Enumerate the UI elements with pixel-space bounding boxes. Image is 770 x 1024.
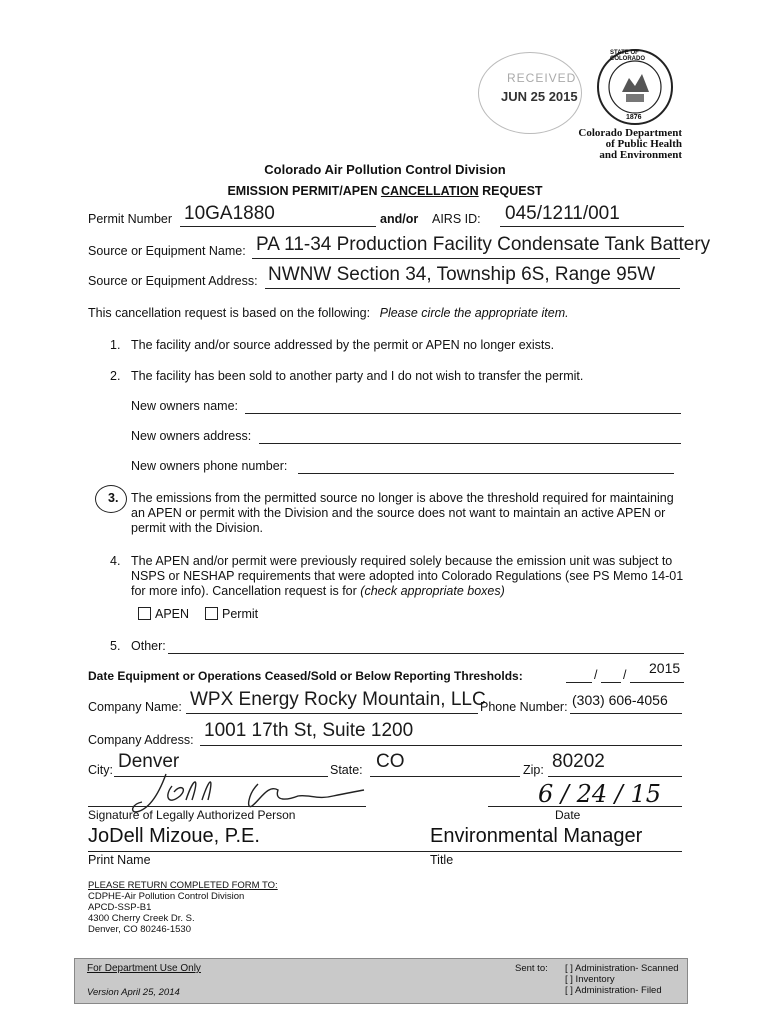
agency-name — [560, 128, 682, 161]
apen-checkbox-box[interactable] — [138, 607, 151, 620]
return-line1: CDPHE-Air Pollution Control Division — [88, 891, 245, 902]
form-title-underlined: CANCELLATION — [380, 184, 479, 198]
option-admin-filed[interactable]: [ ] Administration- Filed — [565, 985, 662, 996]
basis-intro — [88, 306, 569, 320]
company-name-value[interactable]: WPX Energy Rocky Mountain, LLC — [190, 689, 486, 710]
date-ceased-year[interactable]: 2015 — [649, 660, 681, 676]
title-label: Title — [430, 853, 454, 867]
seal-year: 1876 — [626, 114, 642, 121]
zip-value[interactable]: 80202 — [552, 751, 605, 772]
permit-checkbox-label: Permit — [222, 607, 259, 621]
permit-checkbox[interactable] — [205, 607, 258, 621]
item-4-number: 4. — [110, 554, 121, 568]
date-ceased-label: Date Equipment or Operations Ceased/Sold or Below Reporting Thresholds: — [88, 669, 523, 683]
stamp-received-text: RECEIVED — [507, 71, 577, 85]
company-address-value[interactable]: 1001 17th St, Suite 1200 — [204, 720, 414, 741]
source-address-label: Source or Equipment Address: — [88, 274, 258, 288]
company-name-label: Company Name: — [88, 700, 182, 714]
print-name-value[interactable]: JoDell Mizoue, P.E. — [88, 825, 260, 847]
apen-checkbox-label: APEN — [155, 607, 190, 621]
new-owner-name-field[interactable] — [245, 413, 681, 414]
source-address-value[interactable]: NWNW Section 34, Township 6S, Range 95W — [268, 264, 656, 285]
date-slash-2: / — [623, 668, 627, 682]
option-inventory[interactable]: [ ] Inventory — [565, 974, 615, 985]
return-address — [88, 880, 278, 935]
basis-instruction: Please circle the appropriate item. — [379, 306, 569, 320]
title-value[interactable]: Environmental Manager — [430, 825, 643, 847]
basis-intro-text: This cancellation request is based on the following: — [88, 306, 371, 320]
date-slash-1: / — [594, 668, 598, 682]
new-owner-phone-label: New owners phone number: — [131, 459, 288, 473]
permit-number-label: Permit Number — [88, 212, 173, 226]
item-5-text: Other: — [131, 639, 166, 653]
return-line3: 4300 Cherry Creek Dr. S. — [88, 913, 195, 924]
item-4-body: The APEN and/or permit were previously required solely because the emission unit was subject to NSPS or NESHAP requirements that were adopted into Colorado Regulations (see PS Memo 14-01 for more info). Cancellation request is for — [131, 554, 684, 598]
dept-use-label: For Department Use Only — [87, 963, 201, 974]
state-seal-icon — [596, 48, 674, 126]
return-line2: APCD-SSP-B1 — [88, 902, 152, 913]
item-3-number: 3. — [108, 491, 119, 505]
other-field[interactable] — [168, 653, 684, 654]
agency-line1: Colorado Department — [578, 127, 682, 139]
stamp-date: JUN 25 2015 — [501, 89, 578, 104]
received-stamp — [478, 52, 582, 134]
form-title-prefix: EMISSION PERMIT/APEN — [227, 184, 381, 198]
new-owner-address-label: New owners address: — [131, 429, 252, 443]
date-ceased-day[interactable] — [601, 682, 621, 683]
item-2-number: 2. — [110, 369, 121, 383]
date-label: Date — [555, 808, 581, 822]
apen-checkbox[interactable] — [138, 607, 189, 621]
phone-label: Phone Number: — [480, 700, 568, 714]
state-value[interactable]: CO — [376, 751, 405, 772]
agency-line2: of Public Health — [605, 138, 682, 150]
andor-label: and/or — [380, 212, 419, 226]
phone-value[interactable]: (303) 606-4056 — [572, 692, 668, 708]
form-title-suffix: REQUEST — [478, 184, 543, 198]
state-label: State: — [330, 763, 363, 777]
city-value[interactable]: Denver — [118, 751, 180, 772]
agency-line3: and Environment — [599, 149, 682, 161]
new-owner-address-field[interactable] — [259, 443, 681, 444]
division-name: Colorado Air Pollution Control Division — [264, 162, 506, 177]
print-name-label: Print Name — [88, 853, 151, 867]
item-4-instruction: (check appropriate boxes) — [360, 584, 505, 598]
source-name-label: Source or Equipment Name: — [88, 244, 246, 258]
seal-text: STATE OF COLORADO — [610, 50, 645, 62]
zip-label: Zip: — [523, 763, 544, 777]
item-4-text[interactable] — [131, 554, 686, 599]
city-label: City: — [88, 763, 113, 777]
department-use-box — [74, 958, 688, 1004]
version-label: Version April 25, 2014 — [87, 987, 180, 998]
new-owner-name-label: New owners name: — [131, 399, 238, 413]
item-1-text[interactable]: The facility and/or source addressed by the permit or APEN no longer exists. — [131, 338, 555, 352]
airs-id-label: AIRS ID: — [432, 212, 481, 226]
company-address-label: Company Address: — [88, 733, 194, 747]
date-ceased-month[interactable] — [566, 682, 592, 683]
return-heading: PLEASE RETURN COMPLETED FORM TO: — [88, 880, 278, 891]
airs-id-value[interactable]: 045/1211/001 — [505, 203, 620, 224]
signature-date-value[interactable]: 6 / 24 / 15 — [538, 780, 662, 808]
source-name-value[interactable]: PA 11-34 Production Facility Condensate Tank Battery — [256, 234, 711, 255]
form-title — [0, 184, 770, 198]
item-5-number: 5. — [110, 639, 121, 653]
return-line4: Denver, CO 80246-1530 — [88, 924, 191, 935]
sent-to-label: Sent to: — [515, 963, 548, 974]
permit-checkbox-box[interactable] — [205, 607, 218, 620]
sent-to-options — [565, 963, 679, 996]
permit-number-value[interactable]: 10GA1880 — [184, 203, 275, 224]
item-3-text[interactable]: The emissions from the permitted source no longer is above the threshold required for maintaining an APEN or permit with the Division and the source does not want to maintain an active APEN or permit with the Division. — [131, 491, 674, 535]
signature-label: Signature of Legally Authorized Person — [88, 808, 296, 822]
item-1-number: 1. — [110, 338, 121, 352]
item-2-text[interactable]: The facility has been sold to another party and I do not wish to transfer the permit. — [131, 369, 584, 383]
option-admin-scanned[interactable]: [ ] Administration- Scanned — [565, 963, 679, 974]
new-owner-phone-field[interactable] — [298, 473, 674, 474]
